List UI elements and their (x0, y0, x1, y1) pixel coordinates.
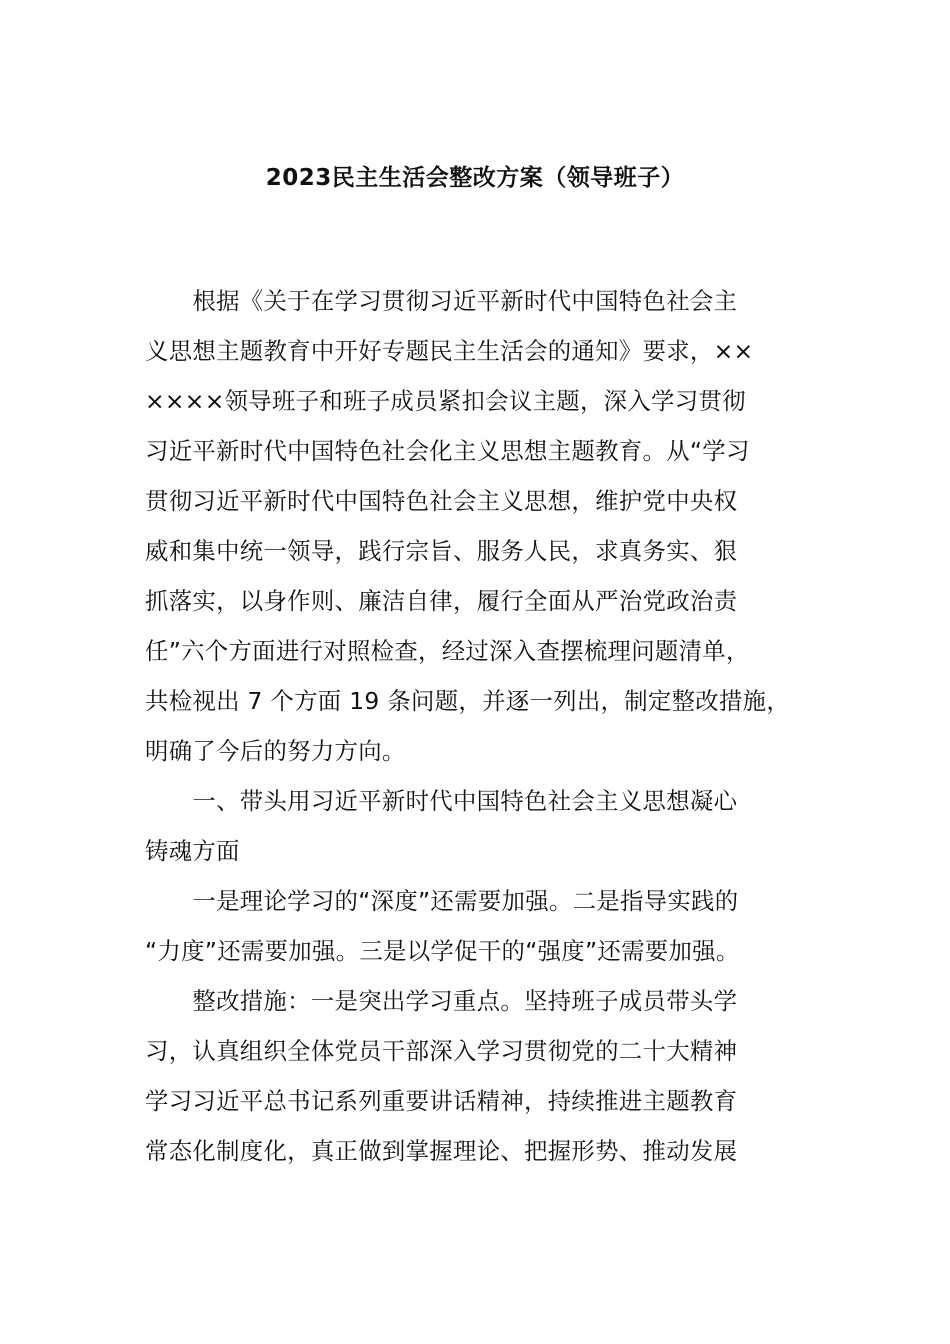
body-line: 明确了今后的努力方向。 (145, 737, 406, 765)
body-line: 学习习近平总书记系列重要讲话精神，持续推进主题教育 (145, 1087, 738, 1115)
body-line: 常态化制度化，真正做到掌握理论、把握形势、推动发展 (145, 1137, 738, 1165)
body-line: 根据《关于在学习贯彻习近平新时代中国特色社会主 (145, 287, 738, 315)
body-line: 义思想主题教育中开好专题民主生活会的通知》要求，×× (145, 337, 754, 365)
body-line: 一是理论学习的“深度”还需要加强。二是指导实践的 (145, 887, 739, 915)
body-line: “力度”还需要加强。三是以学促干的“强度”还需要加强。 (145, 937, 740, 965)
body-line: 威和集中统一领导，践行宗旨、服务人民，求真务实、狠 (145, 537, 738, 565)
document-title: 2023民主生活会整改方案（领导班子） (265, 165, 685, 191)
body-line: 习近平新时代中国特色社会化主义思想主题教育。从“学习 (145, 437, 750, 465)
body-line: ××××领导班子和班子成员紧扣会议主题，深入学习贯彻 (145, 387, 746, 415)
body-line: 习，认真组织全体党员干部深入学习贯彻党的二十大精神 (145, 1037, 738, 1065)
body-line: 抓落实，以身作则、廉洁自律，履行全面从严治党政治责 (145, 587, 738, 615)
body-line: 共检视出 7 个方面 19 条问题，并逐一列出，制定整改措施， (145, 687, 791, 715)
section-heading-line: 一、带头用习近平新时代中国特色社会主义思想凝心 (145, 787, 738, 815)
body-line: 整改措施：一是突出学习重点。坚持班子成员带头学 (145, 987, 738, 1015)
body-line: 任”六个方面进行对照检查，经过深入查摆梳理问题清单， (145, 637, 750, 665)
body-line: 贯彻习近平新时代中国特色社会主义思想，维护党中央权 (145, 487, 738, 515)
section-heading-line: 铸魂方面 (145, 837, 240, 865)
